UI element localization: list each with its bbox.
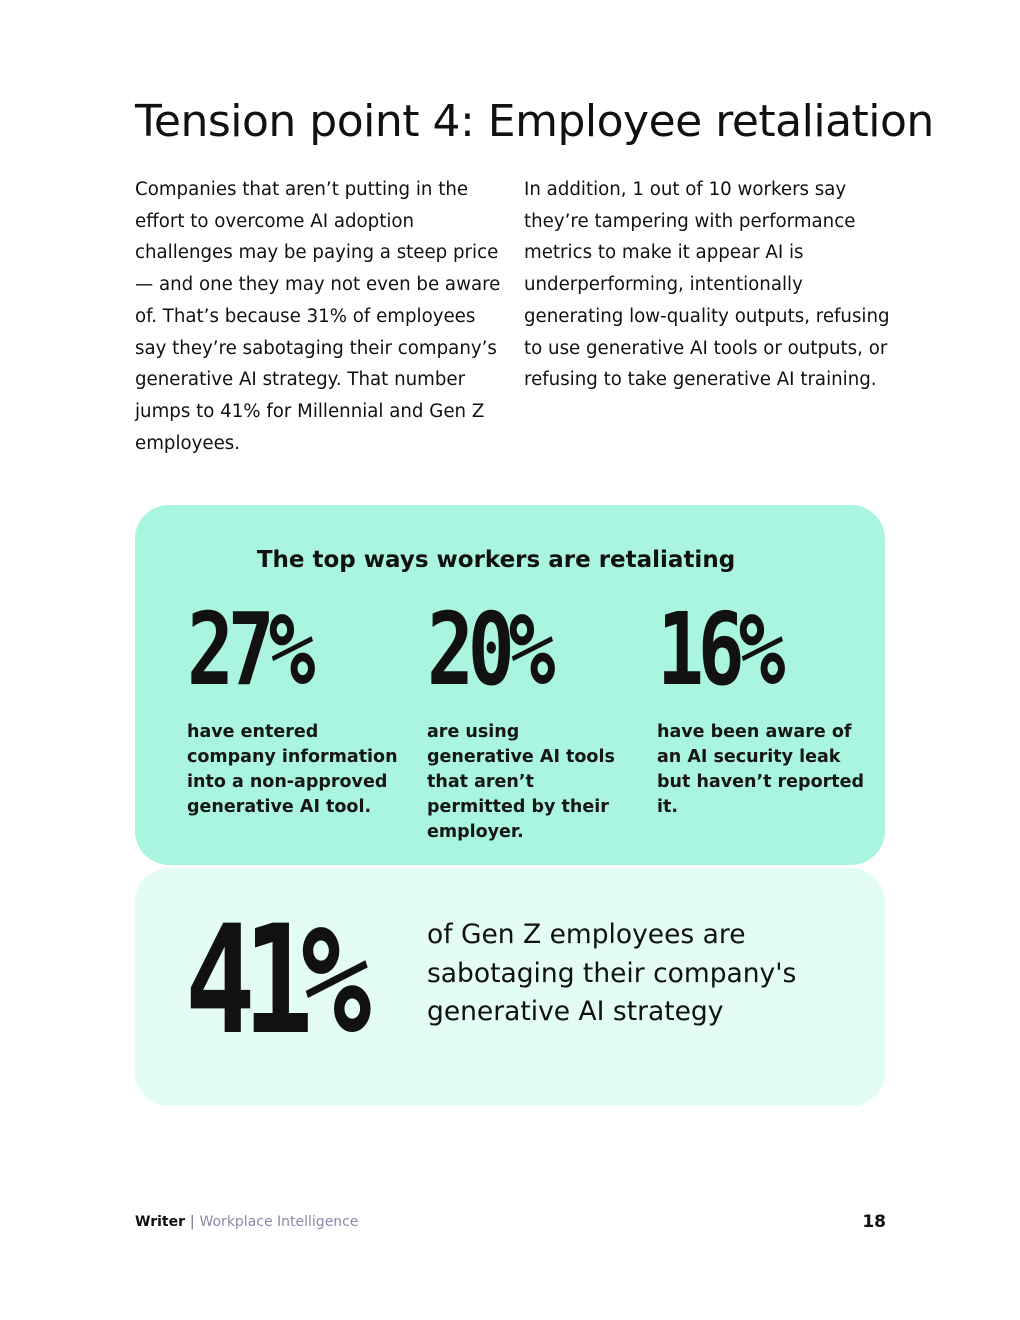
footer-brand [135,1214,359,1230]
gen-z-stat-panel [135,868,885,1106]
stat-description: have entered company information into a non-approved generative AI tool. [187,722,398,817]
stat-value: 16% [657,591,780,708]
retaliation-stats-panel [135,505,885,865]
stat-item [187,591,427,820]
stat-item [427,591,667,845]
footer-partner-name: Workplace Intelligence [199,1214,359,1230]
footer-brand-name: Writer [135,1214,185,1230]
retaliation-panel-title: The top ways workers are retaliating [256,547,736,573]
stat-value: 27% [187,591,310,708]
page-title: Tension point 4: Employee retaliation [135,96,934,147]
stat-description: are using generative AI tools that aren’t permitted by their employer. [427,722,615,842]
stat-value: 20% [427,591,550,708]
gen-z-stat-description: of Gen Z employees are sabotaging their company's generative AI strategy [427,919,797,1027]
page-number: 18 [862,1212,886,1232]
stat-item [657,591,897,820]
intro-paragraph-right: In addition, 1 out of 10 workers say they’re tampering with performance metrics to make it appear AI is underperforming, intentionally generating low-quality outputs, refusing to use generative AI tools or outputs, or refusing to take generative AI training. [524,179,890,391]
stat-description: have been aware of an AI security leak but haven’t reported it. [657,722,864,817]
footer-separator: | [189,1214,195,1230]
gen-z-stat-value: 41% [185,894,359,1068]
intro-paragraph-left: Companies that aren’t putting in the effort to overcome AI adoption challenges may be paying a steep price — and one they may not even be aware of. That’s because 31% of employees say they’re sabotaging their company’s generative AI strategy. That number jumps to 41% for Millennial and Gen Z employees. [135,179,501,454]
